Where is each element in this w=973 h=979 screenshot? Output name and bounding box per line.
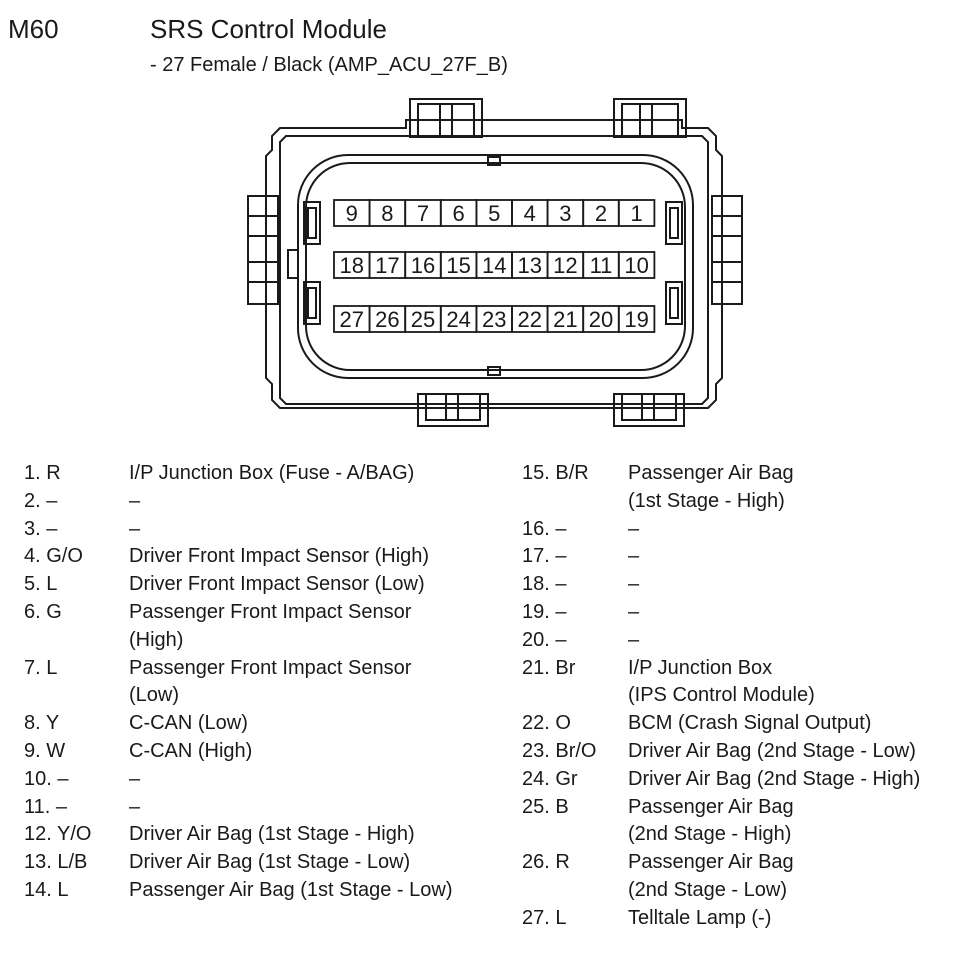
page-title: SRS Control Module xyxy=(150,14,387,44)
pin-description: – xyxy=(129,517,141,540)
pin-id: 19. – xyxy=(522,601,567,623)
pin-description: Passenger Air Bag xyxy=(628,795,794,818)
pin-description: Driver Front Impact Sensor (High) xyxy=(129,545,430,568)
pin-id: 2. – xyxy=(24,489,58,512)
pin-number: 9 xyxy=(345,201,358,226)
pin-id: 13. L/B xyxy=(24,851,88,874)
pin-id: 8. Y xyxy=(24,712,60,735)
pin-number: 20 xyxy=(588,307,614,332)
pin-id: 26. R xyxy=(522,851,570,874)
pin-number: 16 xyxy=(410,253,436,278)
pin-grid xyxy=(334,200,654,332)
pin-id: 12. Y/O xyxy=(24,823,92,846)
pin-id: 10. – xyxy=(24,767,69,790)
pin-id: 22. O xyxy=(522,712,571,735)
pin-number: 4 xyxy=(523,201,536,226)
pin-id: 5. L xyxy=(24,573,58,596)
pin-number: 14 xyxy=(481,253,507,278)
pin-number: 3 xyxy=(559,201,572,226)
connector-subtitle: - 27 Female / Black (AMP_ACU_27F_B) xyxy=(150,54,508,76)
pin-description: Passenger Air Bag xyxy=(628,851,794,874)
pin-description: BCM (Crash Signal Output) xyxy=(628,712,872,735)
pin-description: (1st Stage - High) xyxy=(628,489,785,512)
pin-description: – xyxy=(129,795,141,818)
pin-number: 19 xyxy=(624,307,649,332)
pin-description: Passenger Front Impact Sensor xyxy=(129,601,412,623)
pin-description: Passenger Air Bag (1st Stage - Low) xyxy=(129,879,453,901)
pin-description: – xyxy=(628,517,640,540)
pin-id: 23. Br/O xyxy=(522,740,597,762)
pin-number: 23 xyxy=(481,307,507,332)
pin-id: 15. B/R xyxy=(522,462,589,484)
pin-id: 16. – xyxy=(522,517,567,540)
pin-id: 11. – xyxy=(24,795,67,818)
pin-description: (2nd Stage - Low) xyxy=(628,878,787,901)
pin-number: 12 xyxy=(553,253,578,278)
pin-number: 26 xyxy=(375,307,400,332)
pin-description: – xyxy=(628,545,640,568)
pin-description: – xyxy=(129,489,141,512)
connector-diagram xyxy=(0,0,973,460)
pin-id: 3. – xyxy=(24,517,58,540)
pin-number: 1 xyxy=(630,201,643,226)
pin-number: 27 xyxy=(339,307,365,332)
pin-id: 21. Br xyxy=(522,656,576,679)
pin-description: Driver Air Bag (2nd Stage - Low) xyxy=(628,740,916,762)
pin-number: 2 xyxy=(594,201,608,226)
pin-number: 24 xyxy=(446,307,471,332)
pin-id: 14. L xyxy=(24,879,69,901)
pin-id: 18. – xyxy=(522,573,567,596)
pin-description: (2nd Stage - High) xyxy=(628,823,792,846)
pin-number: 7 xyxy=(416,201,430,226)
pin-description: Driver Air Bag (2nd Stage - High) xyxy=(628,767,921,790)
pin-id: 7. L xyxy=(24,656,58,679)
pin-description: Telltale Lamp (-) xyxy=(628,906,772,929)
pin-number: 11 xyxy=(589,253,613,278)
pin-description: (High) xyxy=(129,628,184,651)
pin-description: Passenger Air Bag xyxy=(628,462,794,484)
pin-description: C-CAN (Low) xyxy=(129,712,248,735)
pin-description: – xyxy=(628,573,640,596)
pin-description: – xyxy=(628,628,640,651)
pin-number: 6 xyxy=(452,201,465,226)
pin-number: 15 xyxy=(446,253,471,278)
pin-number: 25 xyxy=(410,307,436,332)
pin-id: 17. – xyxy=(522,545,567,568)
pin-id: 6. G xyxy=(24,601,62,623)
connector-code: M60 xyxy=(8,14,59,44)
pin-id: 24. Gr xyxy=(522,767,578,790)
pin-description: – xyxy=(129,767,141,790)
pin-description: C-CAN (High) xyxy=(129,740,253,762)
pin-description: Passenger Front Impact Sensor xyxy=(129,656,412,679)
pin-number: 5 xyxy=(488,201,501,226)
pin-description: Driver Air Bag (1st Stage - High) xyxy=(129,823,415,846)
pin-description: Driver Front Impact Sensor (Low) xyxy=(129,573,425,596)
pin-number: 8 xyxy=(381,201,394,226)
pin-id: 20. – xyxy=(522,628,567,651)
pin-id: 9. W xyxy=(24,740,66,762)
pin-description: (Low) xyxy=(129,684,180,707)
pin-id: 27. L xyxy=(522,906,567,929)
pin-description: I/P Junction Box xyxy=(628,656,773,679)
pin-number: 13 xyxy=(517,253,543,278)
pin-description: I/P Junction Box (Fuse - A/BAG) xyxy=(129,462,415,484)
pin-id: 4. G/O xyxy=(24,545,83,568)
pin-number: 22 xyxy=(517,307,543,332)
pin-id: 1. R xyxy=(24,462,61,484)
pin-id: 25. B xyxy=(522,795,569,818)
pin-number: 21 xyxy=(553,307,578,332)
pin-description: – xyxy=(628,601,640,623)
pin-description: Driver Air Bag (1st Stage - Low) xyxy=(129,851,411,874)
pin-number: 17 xyxy=(375,253,400,278)
pin-description: (IPS Control Module) xyxy=(628,684,815,707)
pin-number: 10 xyxy=(624,253,649,278)
pin-number: 18 xyxy=(339,253,365,278)
